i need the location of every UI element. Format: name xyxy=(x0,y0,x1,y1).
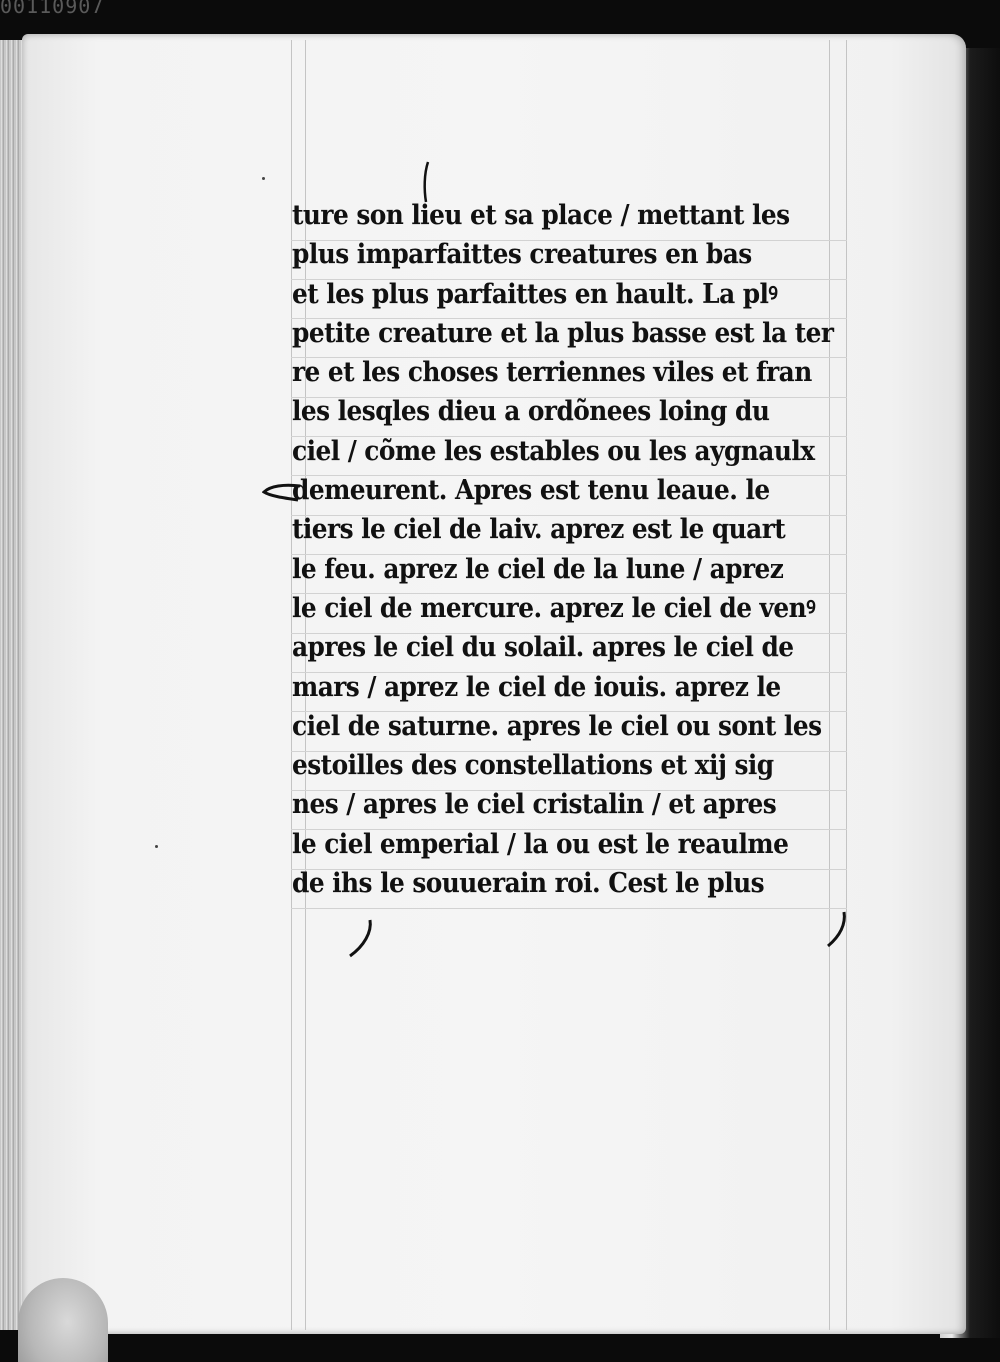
ink-speck xyxy=(262,177,265,180)
text-line: re et les choses terriennes viles et fran xyxy=(292,357,812,389)
text-line: apres le ciel du solail. apres le ciel de xyxy=(292,632,794,664)
text-line: mars / aprez le ciel de iouis. aprez le xyxy=(292,671,781,703)
text-line: le feu. aprez le ciel de la lune / aprez xyxy=(292,553,784,585)
manuscript-text xyxy=(292,196,862,903)
ruling-line xyxy=(291,908,847,909)
text-line: et les plus parfaittes en hault. La plꝰ xyxy=(292,278,778,310)
text-line: estoilles des constellations et xij sig xyxy=(292,750,774,782)
holding-thumb xyxy=(18,1278,108,1362)
descender-flourish xyxy=(820,910,856,950)
ink-speck xyxy=(155,845,158,848)
text-line: ture son lieu et sa place / mettant les xyxy=(292,200,790,231)
text-line: nes / apres le ciel cristalin / et apres xyxy=(292,789,777,821)
text-line: petite creature et la plus basse est la ter xyxy=(292,317,834,349)
scan-identifier: 00110907 xyxy=(0,0,105,18)
text-line: ciel / cõme les estables ou les aygnaulx xyxy=(292,435,815,467)
text-line: de ihs le souuerain roi. Cest le plus xyxy=(292,868,765,900)
text-line: le ciel de mercure. aprez le ciel de venꝰ xyxy=(292,592,816,624)
text-line: le ciel emperial / la ou est le reaulme xyxy=(292,828,789,860)
text-line: plus imparfaittes creatures en bas xyxy=(292,239,752,271)
text-line: les lesqles dieu a ordõnees loing du xyxy=(292,396,770,428)
text-line: tiers le ciel de laiv. aprez est le quart xyxy=(292,514,786,546)
descender-flourish xyxy=(340,918,380,960)
text-line: ciel de saturne. apres le ciel ou sont les xyxy=(292,710,822,742)
text-line: demeurent. Apres est tenu leaue. le xyxy=(292,475,770,507)
